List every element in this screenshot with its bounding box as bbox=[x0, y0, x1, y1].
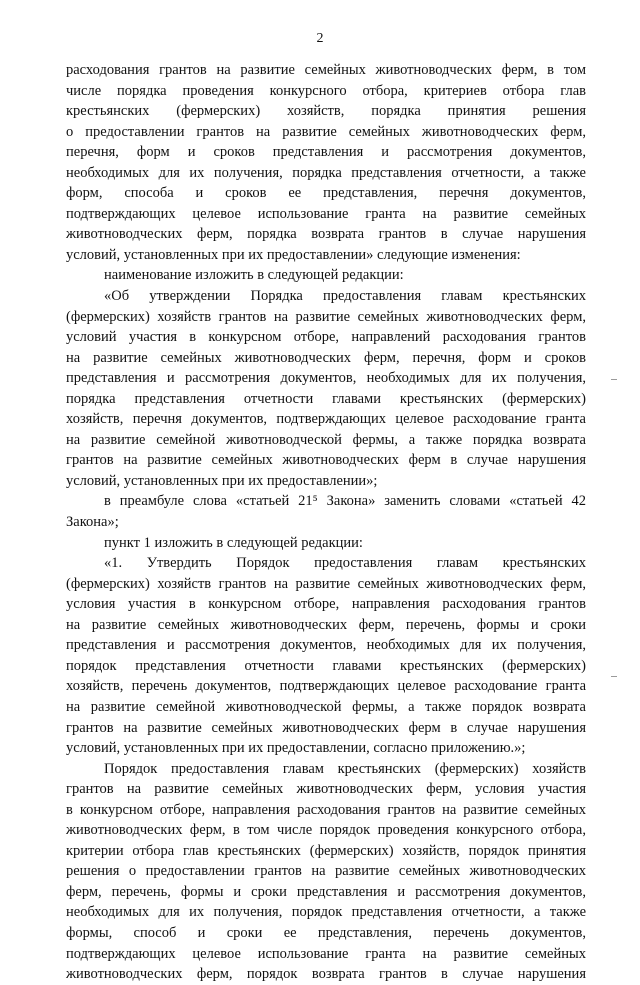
text-line: подтверждающих целевое использование гранта на развитие семейных bbox=[66, 945, 586, 962]
text-line: представления и рассмотрения документов, необходимых для их получения, bbox=[66, 370, 586, 387]
text-line: на развитие семейной животноводческой фермы, а также порядка возврата bbox=[66, 431, 586, 448]
text-line: животноводческих ферм, порядок возврата грантов в случае нарушения bbox=[66, 966, 586, 983]
text-line: ферм, перечень, формы и сроки представления и рассмотрения документов, bbox=[66, 883, 586, 900]
text-line: о предоставлении грантов на развитие семейных животноводческих ферм, bbox=[66, 123, 586, 140]
text-line: критерии отбора глав крестьянских (фермерских) хозяйств, порядок принятия bbox=[66, 842, 586, 859]
text-line: подтверждающих целевое использование гранта на развитие семейных bbox=[66, 205, 586, 222]
margin-mark bbox=[611, 379, 617, 380]
text-line: расходования грантов на развитие семейных животноводческих ферм, в том bbox=[66, 62, 586, 78]
text-line: пункт 1 изложить в следующей редакции: bbox=[104, 534, 363, 551]
text-line: перечня, форм и сроков представления и рассмотрения документов, bbox=[66, 144, 586, 161]
text-line: «1. Утвердить Порядок предоставления главам крестьянских bbox=[104, 555, 586, 572]
text-line: на развитие семейных животноводческих ферм, перечня, форм и сроков bbox=[66, 349, 586, 366]
text-line: порядка представления отчетности главами крестьянских (фермерских) bbox=[66, 390, 586, 407]
text-line: порядок представления отчетности главами крестьянских (фермерских) bbox=[66, 657, 586, 674]
text-line: условий, установленных при их предоставлении»; bbox=[66, 472, 378, 489]
text-line: хозяйств, перечень документов, подтверждающих целевое расходование гранта bbox=[66, 678, 586, 695]
text-line: форм, способа и сроков ее представления, перечня документов, bbox=[66, 185, 586, 202]
text-line: животноводческих ферм, в том числе порядок проведения конкурсного отбора, bbox=[66, 822, 586, 839]
text-line: на развитие семейной животноводческой фермы, а также порядок возврата bbox=[66, 698, 586, 715]
text-line: грантов на развитие семейных животноводческих ферм в случае нарушения bbox=[66, 719, 586, 736]
text-line: условий, установленных при их предоставлении» следующие изменения: bbox=[66, 246, 521, 263]
text-line: числе порядка проведения конкурсного отбора, критериев отбора глав bbox=[66, 82, 586, 99]
text-line: «Об утверждении Порядка предоставления главам крестьянских bbox=[104, 288, 586, 305]
text-line: хозяйств, перечня документов, подтверждающих целевое расходование гранта bbox=[66, 411, 586, 428]
page-number: 2 bbox=[316, 31, 324, 46]
text-line: условий участия в конкурсном отборе, направлений расходования грантов bbox=[66, 329, 586, 346]
text-line: грантов на развитие семейных животноводческих ферм в случае нарушения bbox=[66, 452, 586, 469]
text-line: Порядок предоставления главам крестьянских (фермерских) хозяйств bbox=[104, 760, 586, 777]
text-line: условий, установленных при их предоставлении, согласно приложению.»; bbox=[66, 740, 526, 757]
text-line: животноводческих ферм, порядка возврата грантов в случае нарушения bbox=[66, 226, 586, 243]
text-line: крестьянских (фермерских) хозяйств, порядка принятия решения bbox=[66, 103, 586, 120]
text-line: (фермерских) хозяйств грантов на развитие семейных животноводческих ферм, bbox=[66, 308, 586, 325]
text-line: представления и рассмотрения документов, необходимых для их получения, bbox=[66, 637, 586, 654]
text-line: грантов на развитие семейных животноводческих ферм, условия участия bbox=[66, 781, 586, 798]
text-line: необходимых для их получения, порядок представления отчетности, а также bbox=[66, 904, 586, 921]
text-line: формы, способ и сроки ее представления, перечень документов, bbox=[66, 924, 586, 941]
text-line: на развитие семейных животноводческих ферм, перечень, формы и сроки bbox=[66, 616, 586, 633]
text-line: решения о предоставлении грантов на развитие семейных животноводческих bbox=[66, 863, 586, 880]
margin-mark bbox=[611, 676, 617, 677]
text-line: в конкурсном отборе, направления расходования грантов на развитие семейных bbox=[66, 801, 586, 818]
text-line: условия участия в конкурсном отборе, направления расходования грантов bbox=[66, 596, 586, 613]
text-line: необходимых для их получения, порядка представления отчетности, а также bbox=[66, 164, 586, 181]
body-text bbox=[66, 60, 586, 985]
text-line: Закона»; bbox=[66, 514, 119, 531]
text-line: наименование изложить в следующей редакции: bbox=[104, 267, 404, 284]
text-line: в преамбуле слова «статьей 21⁵ Закона» заменить словами «статьей 42 bbox=[104, 493, 586, 510]
text-line: (фермерских) хозяйств грантов на развитие семейных животноводческих ферм, bbox=[66, 575, 586, 592]
